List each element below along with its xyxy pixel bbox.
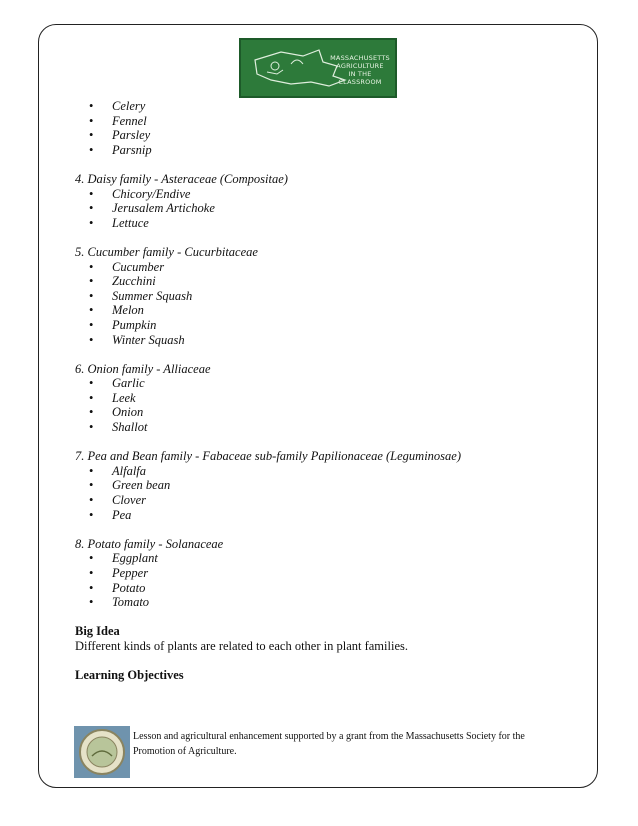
plant-name: Shallot: [112, 420, 148, 435]
plant-list-item: [75, 99, 595, 114]
plant-family-heading: 8. Potato family - Solanaceae: [75, 536, 224, 551]
plant-list-item: [75, 376, 595, 391]
bullet-icon: •: [89, 390, 94, 405]
plant-name: Zucchini: [112, 274, 156, 289]
plant-family-section: [75, 245, 595, 347]
plant-list: [75, 376, 595, 434]
bullet-icon: •: [89, 463, 94, 478]
plant-list-item: [75, 478, 595, 493]
plant-list-item: [75, 420, 595, 435]
plant-name: Leek: [112, 390, 136, 405]
massachusetts-agriculture-logo: [239, 38, 397, 98]
plant-name: Celery: [112, 99, 146, 113]
plant-name: Tomato: [112, 595, 150, 610]
bullet-icon: •: [89, 566, 94, 580]
plant-list-item: [75, 318, 595, 333]
plant-list-item: [75, 464, 595, 479]
plant-name: Fennel: [112, 113, 147, 128]
plant-family-section: [75, 172, 595, 230]
plant-name: Summer Squash: [112, 288, 193, 303]
bullet-icon: •: [89, 405, 94, 420]
bullet-icon: •: [89, 113, 94, 128]
bullet-icon: •: [89, 507, 94, 522]
plant-family-heading: 5. Cucumber family - Cucurbitaceae: [75, 244, 258, 259]
plant-name: Green bean: [112, 478, 171, 493]
bullet-icon: •: [89, 595, 94, 610]
plant-list-item: [75, 260, 595, 275]
plant-list-item: [75, 201, 595, 216]
bullet-icon: •: [89, 376, 94, 391]
plant-list-item: [75, 216, 595, 231]
document-body: [75, 99, 595, 683]
plant-name: Onion: [112, 405, 144, 420]
grant-acknowledgement: Lesson and agricultural enhancement supported by a grant from the Massachusetts Society for the Promotion of Agriculture.: [133, 731, 525, 757]
plant-name: Cucumber: [112, 259, 165, 274]
plant-name: Parsley: [112, 128, 151, 143]
bullet-icon: •: [89, 99, 94, 113]
big-idea-title: Big Idea: [75, 624, 120, 639]
plant-list-item: [75, 508, 595, 523]
plant-name: Lettuce: [112, 215, 149, 230]
bullet-icon: •: [89, 420, 94, 435]
plant-name: Eggplant: [112, 551, 158, 566]
plant-list-item: [75, 405, 595, 420]
plant-list-item: [75, 551, 595, 566]
plant-list-item: [75, 128, 595, 143]
plant-list: [75, 260, 595, 348]
plant-list-item: [75, 143, 595, 158]
bullet-icon: •: [89, 332, 94, 347]
society-seal-logo: [74, 726, 130, 778]
bullet-icon: •: [89, 201, 94, 216]
bullet-icon: •: [89, 303, 94, 318]
plant-name: Potato: [112, 580, 146, 595]
plant-name: Pumpkin: [112, 317, 157, 332]
plant-list: [75, 187, 595, 231]
bullet-icon: •: [89, 288, 94, 303]
plant-name: Jerusalem Artichoke: [112, 201, 215, 216]
plant-family-heading: 6. Onion family - Alliaceae: [75, 361, 211, 376]
plant-family-section: [75, 362, 595, 435]
bullet-icon: •: [89, 317, 94, 332]
plant-name: Winter Squash: [112, 332, 185, 347]
plant-name: Clover: [112, 493, 147, 508]
plant-name: Parsnip: [112, 142, 152, 157]
plant-name: Pea: [112, 507, 132, 522]
bullet-icon: •: [89, 186, 94, 201]
logo-text: MASSACHUSETTS AGRICULTURE IN THE CLASSROOM: [330, 54, 390, 86]
plant-list-item: [75, 391, 595, 406]
plant-families: [75, 172, 595, 610]
plant-name: Garlic: [112, 376, 145, 391]
plant-family-section: [75, 537, 595, 610]
plant-name: Chicory/Endive: [112, 186, 191, 201]
bullet-icon: •: [89, 215, 94, 230]
plant-name: Melon: [112, 303, 144, 318]
bullet-icon: •: [89, 128, 94, 143]
plant-list-item: [75, 187, 595, 202]
bullet-icon: •: [89, 478, 94, 493]
bullet-icon: •: [89, 551, 94, 566]
plant-list-item: [75, 274, 595, 289]
plant-list: [75, 551, 595, 609]
bullet-icon: •: [89, 274, 94, 289]
bullet-icon: •: [89, 580, 94, 595]
bullet-icon: •: [89, 142, 94, 157]
learning-objectives-title: Learning Objectives: [75, 668, 184, 683]
plant-list-item: [75, 114, 595, 129]
continued-plant-list: [75, 99, 595, 157]
plant-list-item: [75, 581, 595, 596]
plant-list-item: [75, 493, 595, 508]
plant-list-item: [75, 289, 595, 304]
plant-list-item: [75, 333, 595, 348]
plant-family-heading: 7. Pea and Bean family - Fabaceae sub-family Papilionaceae (Leguminosae): [75, 449, 462, 464]
plant-list-item: [75, 303, 595, 318]
plant-list-item: [75, 595, 595, 610]
bullet-icon: •: [89, 493, 94, 508]
plant-list: [75, 464, 595, 522]
plant-family-section: [75, 449, 595, 522]
plant-list-item: [75, 566, 595, 581]
plant-name: Alfalfa: [112, 463, 147, 478]
big-idea-text: Different kinds of plants are related to each other in plant families.: [75, 638, 408, 653]
plant-family-heading: 4. Daisy family - Asteraceae (Compositae): [75, 171, 288, 186]
plant-name: Pepper: [112, 566, 149, 580]
bullet-icon: •: [89, 259, 94, 274]
